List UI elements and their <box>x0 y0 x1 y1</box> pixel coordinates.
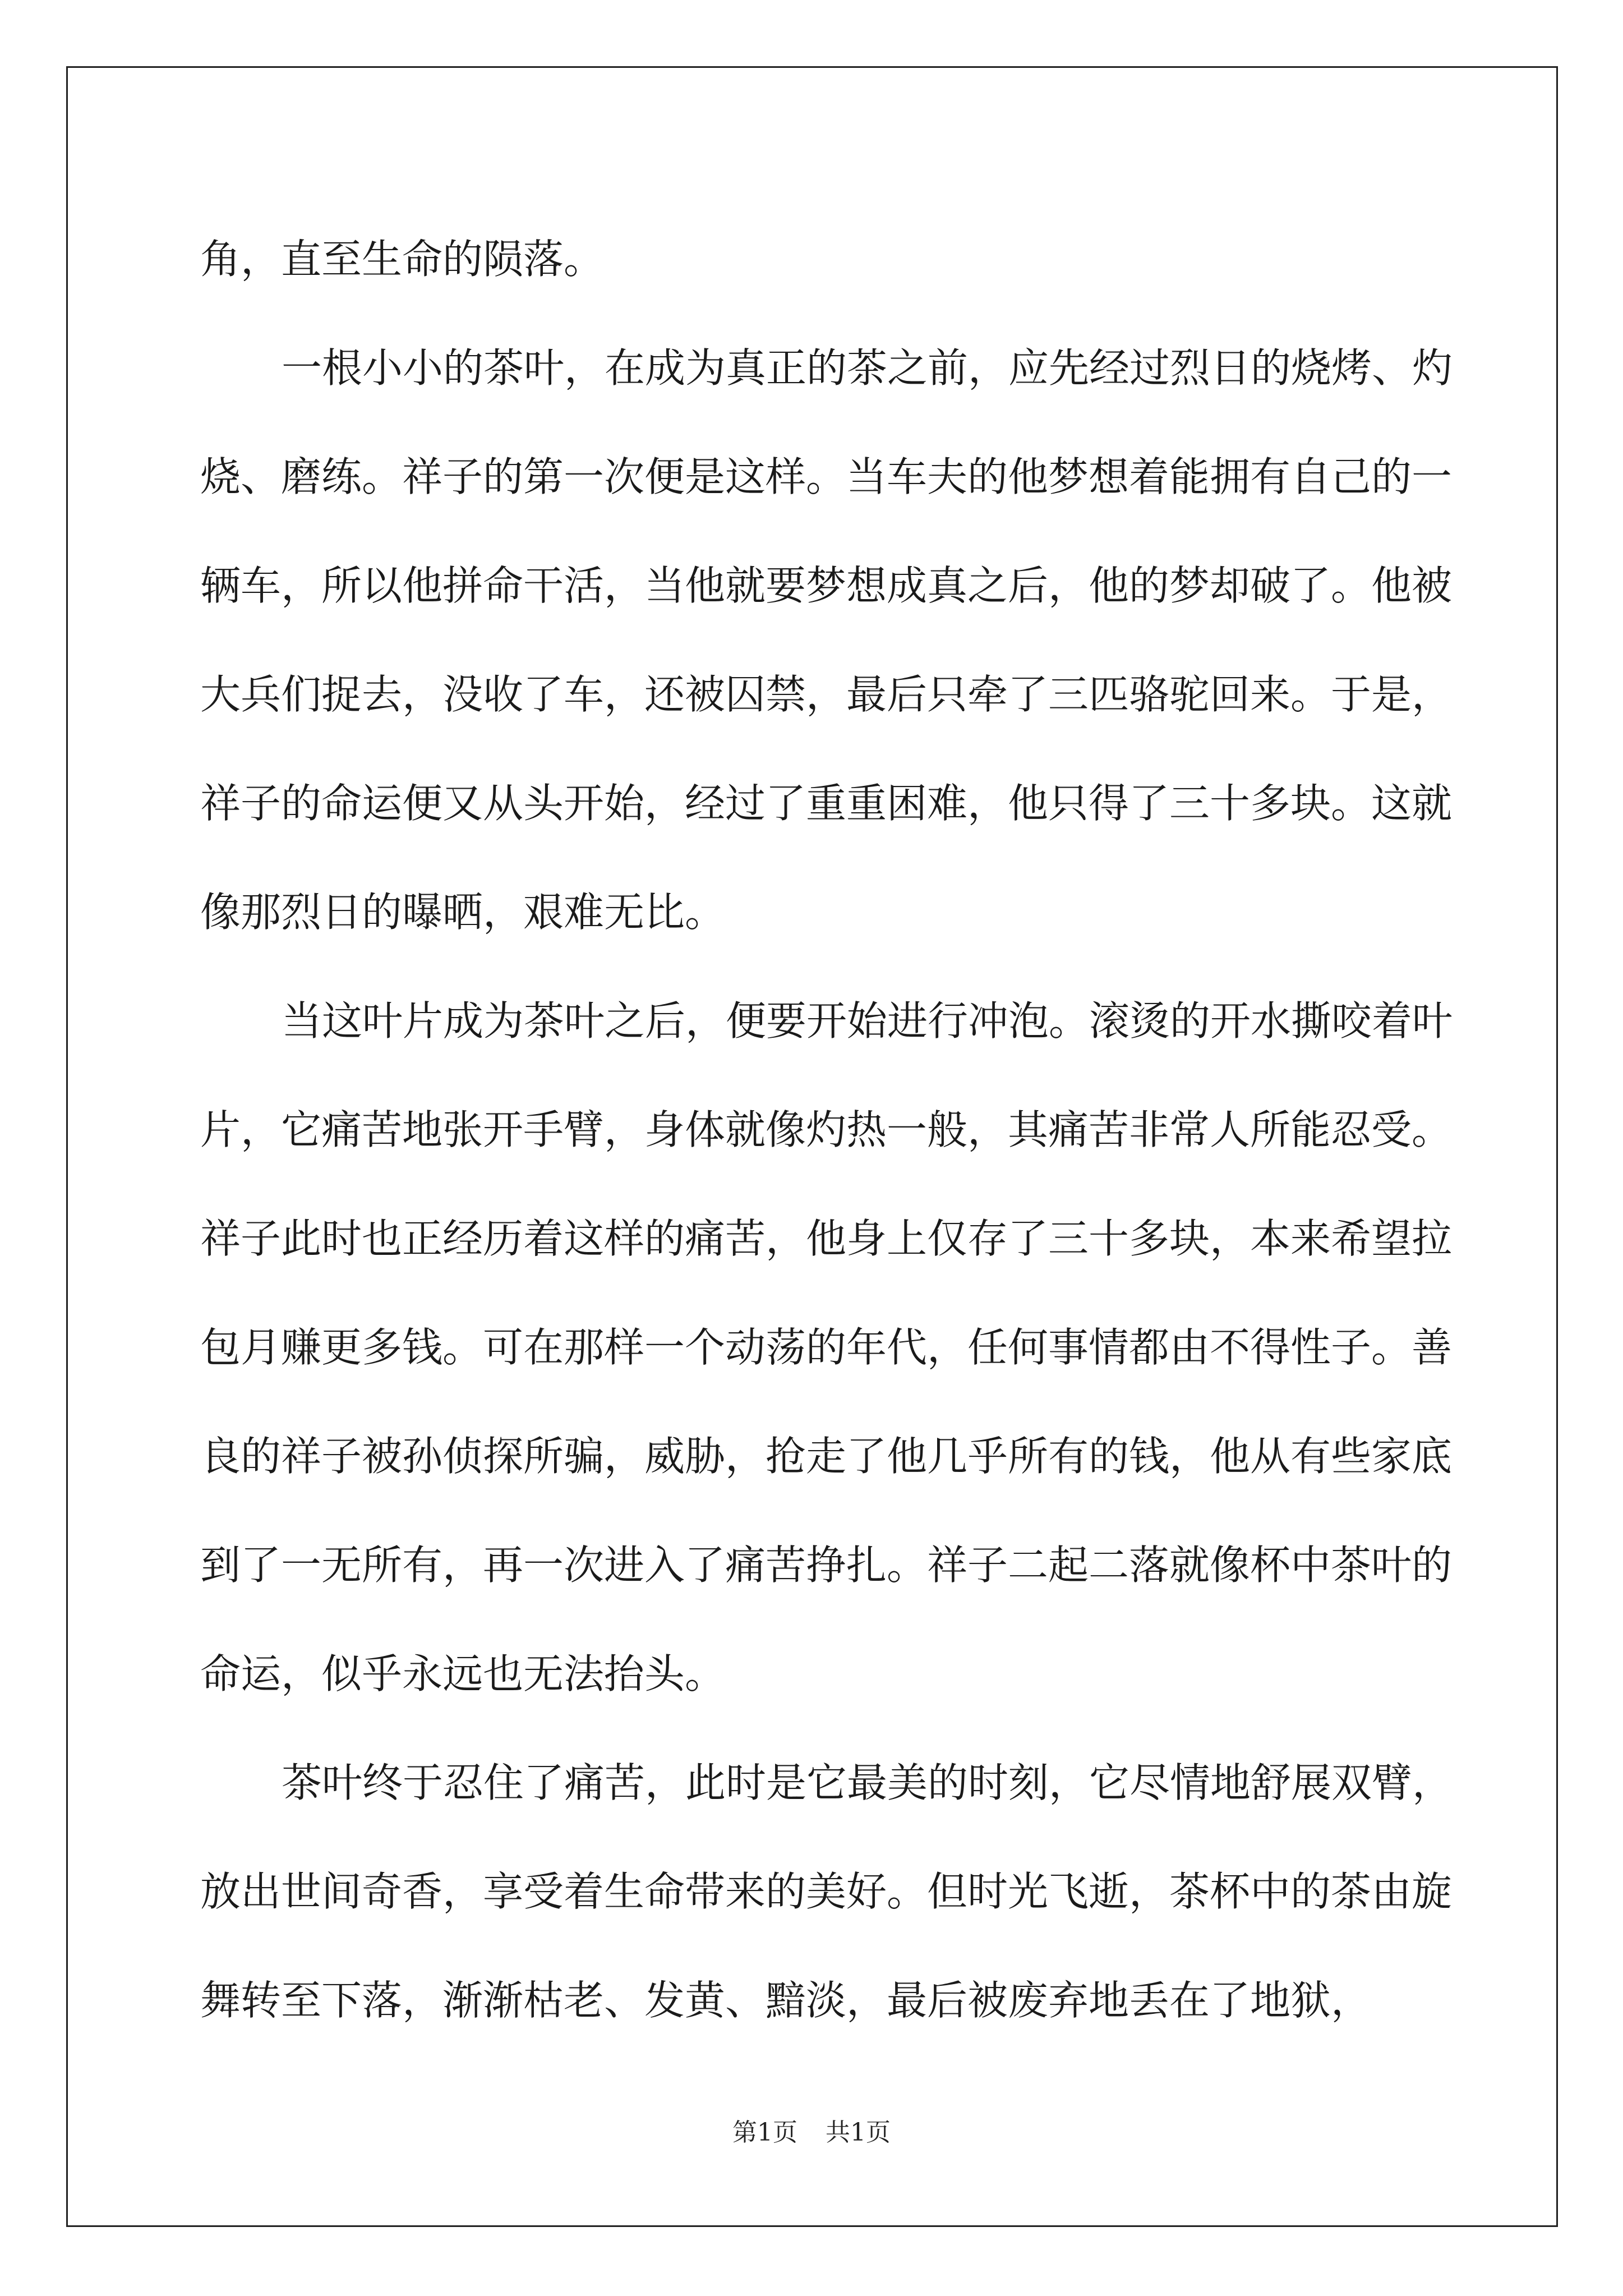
document-body <box>200 205 1462 2055</box>
paragraph-1: 角，直至生命的陨落。 <box>200 236 605 283</box>
paragraph-2: 一根小小的茶叶，在成为真正的茶之前，应先经过烈日的烧烤、灼烧、磨练。祥子的第一次便是这样。当车夫的他梦想着能拥有自己的一辆车，所以他拼命干活，当他就要梦想成真之后，他的梦却破了。他被大兵们捉去，没收了车，还被囚禁，最后只牵了三匹骆驼回来。于是，祥子的命运便又从头开始，经过了重重困难，他只得了三十多块。这就像那烈日的曝晒，艰难无比。 <box>200 344 1453 936</box>
page-number: 第1页 <box>732 2118 797 2147</box>
page-total: 共1页 <box>826 2118 891 2147</box>
paragraph-4: 茶叶终于忍住了痛苦，此时是它最美的时刻，它尽情地舒展双臂，放出世间奇香，享受着生命带来的美好。但时光飞逝，茶杯中的茶由旋舞转至下落，渐渐枯老、发黄、黯淡，最后被废弃地丢在了地狱， <box>200 1759 1453 2024</box>
page-footer <box>0 2112 1623 2148</box>
paragraph-3: 当这叶片成为茶叶之后，便要开始进行冲泡。滚烫的开水撕咬着叶片，它痛苦地张开手臂，身体就像灼热一般，其痛苦非常人所能忍受。祥子此时也正经历着这样的痛苦，他身上仅存了三十多块，本来希望拉包月赚更多钱。可在那样一个动荡的年代，任何事情都由不得性子。善良的祥子被孙侦探所骗，威胁，抢走了他几乎所有的钱，他从有些家底到了一无所有，再一次进入了痛苦挣扎。祥子二起二落就像杯中茶叶的命运，似乎永远也无法抬头。 <box>200 997 1453 1697</box>
